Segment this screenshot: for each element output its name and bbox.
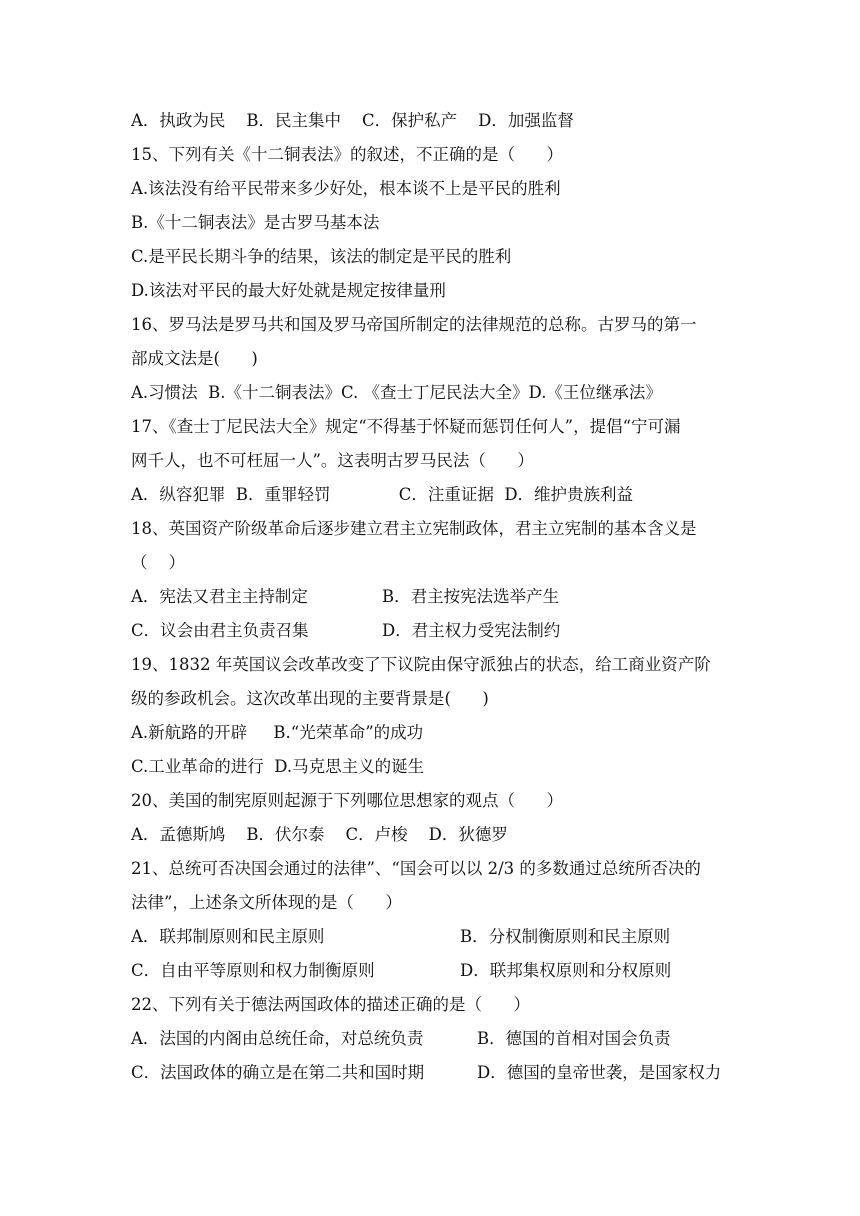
q18-options-cd [131, 621, 561, 641]
q21-option-d: D．联邦集权原则和分权原则 [460, 961, 672, 980]
q18-option-b: B．君主按宪法选举产生 [382, 587, 560, 606]
question-15: 15、下列有关《十二铜表法》的叙述，不正确的是（ ） [131, 145, 563, 164]
q22-option-d: D．德国的皇帝世袭，是国家权力 [477, 1063, 722, 1082]
question-17: 17、《查士丁尼民法大全》规定“不得基于怀疑而惩罚任何人”，提倡“宁可漏 [131, 417, 681, 436]
q22-option-a: A．法国的内阁由总统任命，对总统负责 [131, 1029, 424, 1048]
q18-option-a: A．宪法又君主主持制定 [131, 587, 308, 606]
q22-options-cd [131, 1063, 722, 1083]
q22-option-b: B．德国的首相对国会负责 [477, 1029, 671, 1048]
question-16: 16、罗马法是罗马共和国及罗马帝国所制定的法律规范的总称。古罗马的第一 [131, 315, 697, 334]
question-22: 22、下列有关于德法两国政体的描述正确的是（ ） [131, 995, 530, 1014]
q15-option-a: A.该法没有给平民带来多少好处，根本谈不上是平民的胜利 [131, 179, 561, 198]
question-19: 19、1832 年英国议会改革改变了下议院由保守派独占的状态，给工商业资产阶 [131, 655, 711, 674]
q21-options-cd [131, 961, 672, 981]
question-21-cont: 法律”，上述条文所体现的是（ ） [131, 893, 402, 912]
q15-option-c: C.是平民长期斗争的结果，该法的制定是平民的胜利 [131, 247, 512, 266]
q19-options-ab: A.新航路的开辟 B.“光荣革命”的成功 [131, 723, 424, 742]
q18-option-d: D．君主权力受宪法制约 [382, 621, 561, 640]
question-19-cont: 级的参政机会。这次改革出现的主要背景是( ) [131, 689, 489, 708]
q19-options-cd: C.工业革命的进行 D.马克思主义的诞生 [131, 757, 425, 776]
q18-options-ab [131, 587, 560, 607]
question-17-cont: 网千人，也不可枉屈一人”。这表明古罗马民法（ ） [131, 451, 534, 470]
q17-options: A．纵容犯罪 B．重罪轻罚 C．注重证据 D．维护贵族利益 [131, 485, 634, 504]
q15-option-d: D.该法对平民的最大好处就是规定按律量刑 [131, 281, 446, 300]
q16-options: A.习惯法 B.《十二铜表法》C. 《查士丁尼民法大全》D.《王位继承法》 [131, 383, 662, 402]
q22-option-c: C．法国政体的确立是在第二共和国时期 [131, 1063, 425, 1082]
q21-option-c: C．自由平等原则和权力制衡原则 [131, 961, 375, 980]
question-21: 21、总统可否决国会通过的法律”、“国会可以以 2/3 的多数通过总统所否决的 [131, 859, 701, 878]
q18-option-c: C．议会由君主负责召集 [131, 621, 309, 640]
q22-options-ab [131, 1029, 671, 1049]
q20-options: A．孟德斯鸠 B．伏尔泰 C．卢梭 D．狄德罗 [131, 825, 508, 844]
q21-options-ab [131, 927, 671, 947]
question-16-cont: 部成文法是( ) [131, 349, 258, 368]
line-01: A．执政为民 B．民主集中 C．保护私产 D．加强监督 [131, 111, 574, 130]
q15-option-b: B.《十二铜表法》是古罗马基本法 [131, 213, 380, 232]
q21-option-b: B．分权制衡原则和民主原则 [460, 927, 671, 946]
q21-option-a: A．联邦制原则和民主原则 [131, 927, 325, 946]
question-20: 20、美国的制宪原则起源于下列哪位思想家的观点（ ） [131, 791, 563, 810]
question-18-cont: （ ） [131, 553, 185, 572]
question-18: 18、英国资产阶级革命后逐步建立君主立宪制政体，君主立宪制的基本含义是 [131, 519, 697, 538]
